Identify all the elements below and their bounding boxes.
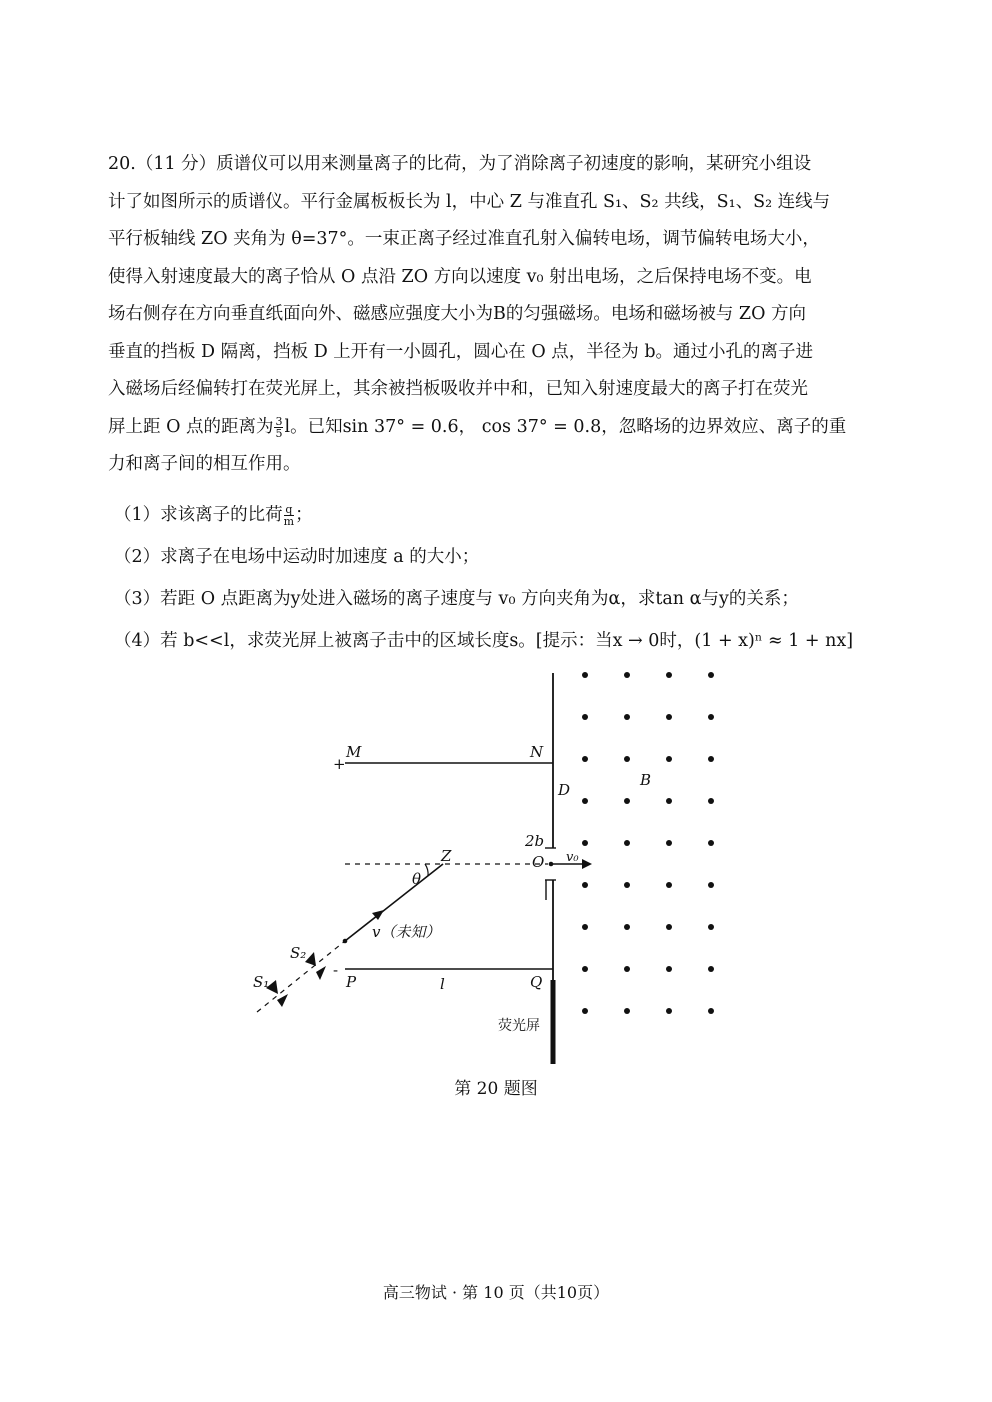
magnetic-field-dots [582,672,714,1014]
question-line: 场右侧存在方向垂直纸面向外、磁感应强度大小为B的匀强磁场。电场和磁场被与 ZO 方向 [108,304,806,324]
question-line: 力和离子间的相互作用。 [108,454,301,474]
field-dot [582,882,588,888]
field-dot [666,840,672,846]
page-footer: 高三物试 · 第 10 页（共10页） [382,1283,610,1302]
label-fluorescent-screen: 荧光屏 [498,1018,540,1034]
field-dot [624,1008,630,1014]
field-dot [624,882,630,888]
field-dot [708,882,714,888]
label-N: N [530,743,544,761]
question-text-segment: l。已知sin 37° = 0.6， cos 37° = 0.8，忽略场的边界效应、离子的重 [284,416,847,437]
slit-S2-lower [316,966,326,980]
question-line: 使得入射速度最大的离子恰从 O 点沿 ZO 方向以速度 v₀ 射出电场，之后保持电场不变。电 [108,266,812,287]
field-dot [582,756,588,762]
field-dot [624,924,630,930]
question-text-segment: 屏上距 O 点的距离为 [108,416,274,437]
label-minus: - [333,961,339,979]
label-S2: S₂ [290,944,307,962]
angle-theta-arc [425,864,428,876]
field-dot [708,672,714,678]
beam-point [343,939,348,944]
field-dot [708,924,714,930]
figure-caption: 第 20 题图 [454,1079,538,1099]
label-S1: S₁ [253,973,270,991]
field-dot [624,756,630,762]
field-dot [666,756,672,762]
question-line: 垂直的挡板 D 隔离，挡板 D 上开有一小圆孔，圆心在 O 点，半径为 b。通过小孔的离子进 [108,341,814,362]
field-dot [666,798,672,804]
point-O [549,862,554,867]
subquestion-4: （4）若 b<<l，求荧光屏上被离子击中的区域长度s。[提示：当x → 0时，(1 + x)ⁿ ≈ 1 + nx] [114,631,854,651]
subquestion-2: （2）求离子在电场中运动时加速度 a 的大小； [114,547,480,567]
question-line: 入磁场后经偏转打在荧光屏上，其余被挡板吸收并中和，已知入射速度最大的离子打在荧光 [108,379,808,399]
field-dot [708,966,714,972]
field-dot [582,840,588,846]
label-v-unknown: v（未知） [372,923,441,941]
subquestion-text: ； [295,505,313,525]
field-dot [624,798,630,804]
field-dot [582,1008,588,1014]
field-dot [666,966,672,972]
fraction-denominator: m [283,515,295,528]
question-line: 20.（11 分）质谱仪可以用来测量离子的比荷，为了消除离子初速度的影响，某研究小组设 [108,154,812,174]
field-dot [666,672,672,678]
slit-S1-lower [277,994,288,1007]
field-dot [666,714,672,720]
fraction-denominator: 5 [275,426,283,440]
label-v0: v₀ [566,850,579,865]
label-l: l [440,975,445,993]
label-B: B [640,771,652,789]
label-P: P [346,973,357,991]
label-D: D [558,781,571,799]
label-M: M [346,743,362,761]
fraction-numerator: 3 [275,414,283,428]
field-dot [666,882,672,888]
label-Q: Q [530,973,543,991]
field-dot [582,924,588,930]
field-dot [624,714,630,720]
v0-arrowhead [582,859,592,869]
field-dot [708,1008,714,1014]
label-Z: Z [441,847,452,865]
field-dot [708,756,714,762]
field-dot [624,966,630,972]
field-dot [582,672,588,678]
field-dot [582,714,588,720]
field-dot [666,924,672,930]
field-dot [624,672,630,678]
field-dot [582,966,588,972]
question-line: 平行板轴线 ZO 夹角为 θ=37°。一束正离子经过准直孔射入偏转电场，调节偏转电场大小， [108,229,820,249]
field-dot [666,1008,672,1014]
fraction-numerator: q [285,503,293,516]
slit-S2-upper [305,952,316,966]
subquestion-text: （1）求该离子的比荷 [114,505,283,525]
label-2b: 2b [525,832,545,850]
subquestion-3: （3）若距 O 点距离为y处进入磁场的离子速度与 v₀ 方向夹角为α，求tan α与y的关系； [114,589,799,609]
field-dot [708,714,714,720]
label-O: O [532,853,545,871]
field-dot [582,798,588,804]
field-dot [708,798,714,804]
label-plus: + [333,755,346,773]
field-dot [708,840,714,846]
field-dot [624,840,630,846]
question-line: 计了如图所示的质谱仪。平行金属板板长为 l，中心 Z 与准直孔 S₁、S₂ 共线，S₁、S₂ 连线与 [108,191,831,212]
label-theta: θ [412,870,422,888]
